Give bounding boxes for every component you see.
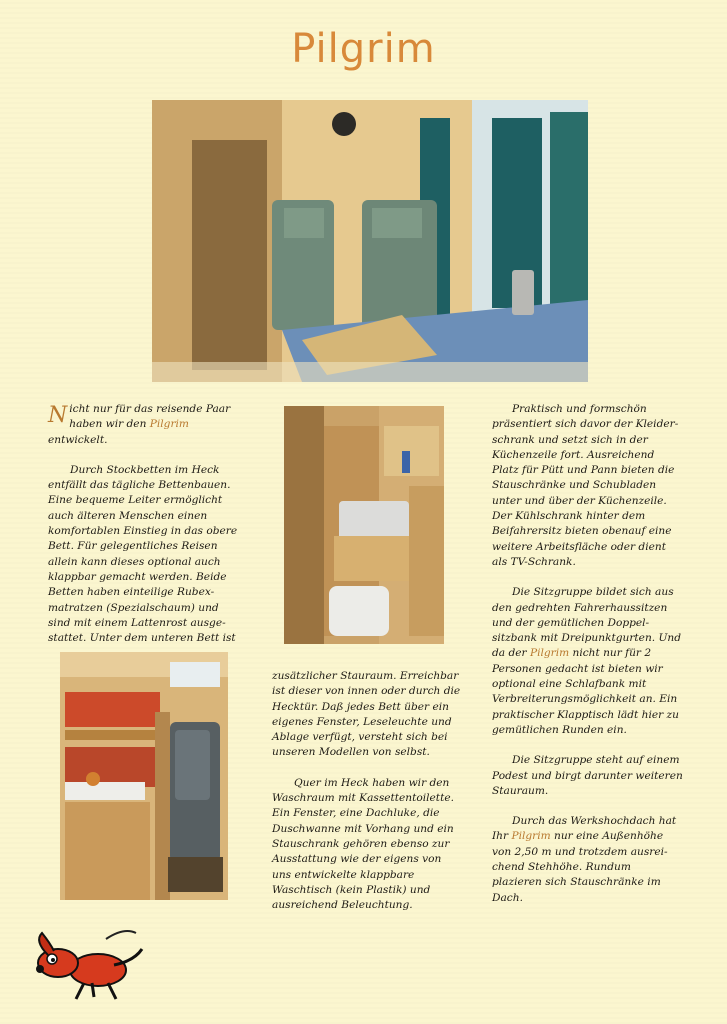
seating-text: Die Sitzgruppe bildet sich aus den gedrehten Fahrerhaussitzen und der gemütlichen Doppel-sitzbank mit Dreipunktgurten. Und da der (492, 586, 682, 660)
intro-text: icht nur für das reisende Paar haben wir den (69, 403, 231, 431)
storage-paragraph: zusätzlicher Stauraum. Erreichbar ist dieser von innen oder durch die Hecktür. Daß jedes Bett über ein eigenes Fenster, Leseleuchte und Ablage verfügt, versteht sich bei unseren Modellen von selbst. (272, 670, 461, 759)
roof-text: Durch das Werkshochdach hat Ihr (492, 815, 677, 843)
bunk-beds-seat-photo (60, 652, 228, 900)
kitchen-cupboard-toilet-photo (284, 406, 444, 644)
red-dog-mascot-icon (28, 925, 148, 1005)
podest-paragraph: Die Sitzgruppe steht auf einem Podest und birgt darunter weiteren Stauraum. (492, 754, 683, 797)
wardrobe-paragraph: Praktisch und formschön präsentiert sich davor der Kleider-schrank und setzt sich in der Küchenzeile fort. Ausreichend Platz für Pütt und Pann bieten die Stauschränke und Schubladen unter und über der Küchenzeile. Der Kühlschrank hinter dem Beifahrersitz bieten obenauf eine weitere Arbeitsfläche oder dient als TV-Schrank. (492, 403, 679, 568)
intro-paragraph (48, 402, 244, 448)
roof-paragraph (492, 814, 684, 906)
seating-text-end: nicht nur für 2 Personen gedacht ist bieten wir optional eine Schlafbank mit Verbreiterungsmöglichkeit an. Ein praktischer Klapptisch lädt hier zu gemütlichen Runden ein. (492, 647, 679, 736)
page-title: Pilgrim (291, 26, 436, 72)
bunk-bed-paragraph: Durch Stockbetten im Heck entfällt das tägliche Bettenbauen. Eine bequeme Leiter ermöglicht auch älteren Menschen einen komfortablen Einstieg in das obere Bett. Für gelegentliches Reisen allein kann dieses optional auch klappbar gemacht werden. Beide Betten haben einteilige Rubex-matratzen (Spezialschaum) und sind mit einem Lattenrost ausge-stattet. Unter dem unteren Bett ist (48, 463, 238, 645)
brand-name: Pilgrim (511, 830, 551, 843)
seating-paragraph (492, 585, 684, 738)
text-column-2 (272, 669, 462, 928)
text-column-1 (48, 402, 244, 661)
cab-seats-dinette-photo (152, 100, 588, 382)
brand-name: Pilgrim (529, 647, 570, 660)
roof-text-end: nur eine Außenhöhe von 2,50 m und trotzdem ausrei-chend Stehhöhe. Rundum plazieren sich Stauschränke im Dach. (492, 830, 668, 904)
drop-cap: N (48, 403, 68, 428)
washroom-paragraph: Quer im Heck haben wir den Waschraum mit Kassettentoilette. Ein Fenster, eine Dachluke, die Duschwanne mit Vorhang und ein Stauschrank gehören ebenso zur Ausstattung wie der eigens von uns entwickelte klappbare Waschtisch (kein Plastik) und ausreichend Beleuchtung. (272, 776, 454, 912)
brand-name: Pilgrim (149, 418, 189, 431)
text-column-3 (492, 402, 684, 921)
intro-text-end: entwickelt. (48, 433, 108, 446)
